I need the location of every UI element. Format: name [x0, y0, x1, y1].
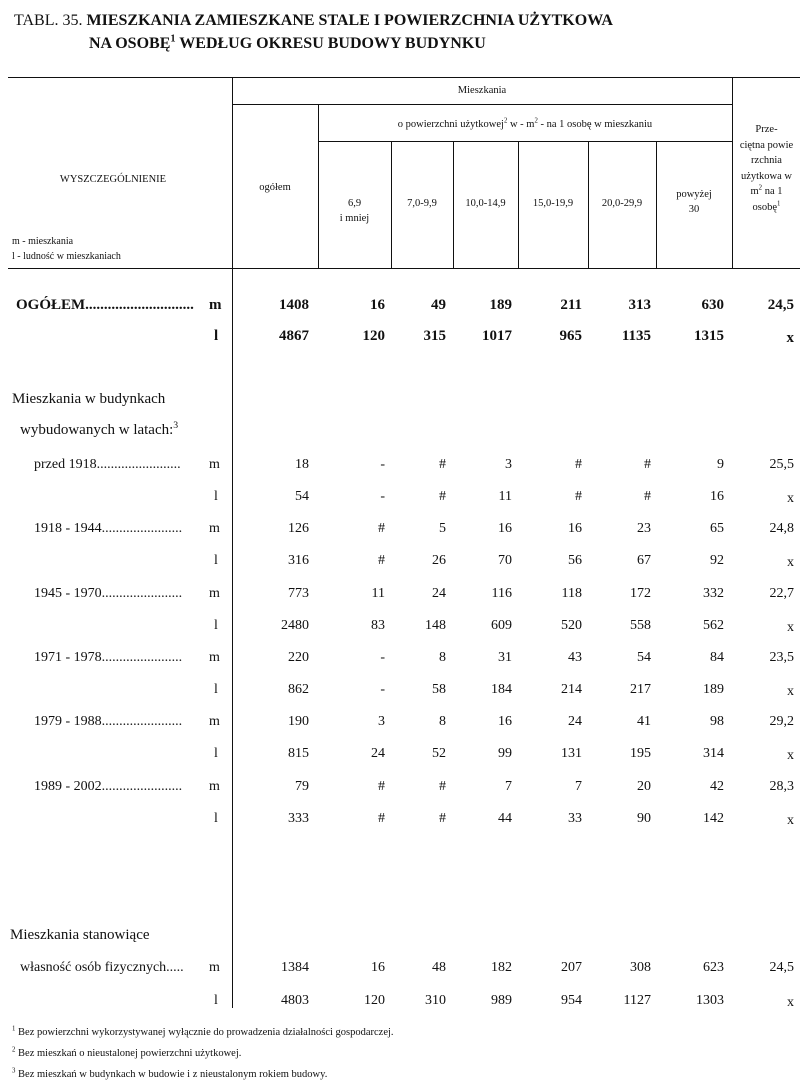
- table-cell: 3: [505, 457, 512, 472]
- table-cell: 24: [568, 714, 582, 729]
- col-header-line: rzchnia: [751, 155, 782, 166]
- table-cell: 24,5: [767, 297, 794, 313]
- table-cell: 148: [425, 618, 446, 633]
- table-cell: 67: [637, 553, 651, 568]
- table-cell: x: [787, 620, 794, 635]
- table-cell: 56: [568, 553, 582, 568]
- table-cell: #: [439, 779, 446, 794]
- col-header-line: ciętna powie: [739, 139, 794, 151]
- stub-header: WYSZCZEGÓLNIENIE: [59, 174, 167, 185]
- table-cell: 120: [364, 993, 385, 1008]
- table-cell: 195: [630, 746, 651, 761]
- col-header-line: powyżej: [676, 189, 712, 200]
- table-cell: 989: [491, 993, 512, 1008]
- table-cell: 54: [637, 650, 651, 665]
- table-cell: 332: [703, 586, 724, 601]
- row-indicator: m: [209, 297, 222, 313]
- table-cell: 2480: [281, 618, 309, 633]
- table-cell: 1408: [279, 297, 309, 313]
- table-cell: 24: [371, 746, 385, 761]
- table-cell: 520: [561, 618, 582, 633]
- table-cell: 1303: [696, 993, 724, 1008]
- table-cell: 217: [630, 682, 651, 697]
- table-cell: x: [787, 995, 794, 1010]
- table-cell: #: [378, 779, 385, 794]
- footnote-3: [12, 1069, 327, 1080]
- unit: na 1: [762, 186, 783, 197]
- table-cell: -: [380, 650, 385, 665]
- table-cell: 83: [371, 618, 385, 633]
- row-indicator: m: [209, 457, 220, 472]
- table-cell: #: [575, 457, 582, 472]
- table-cell: 116: [491, 586, 512, 601]
- row-indicator: l: [214, 682, 218, 697]
- stub-divider: [232, 77, 233, 1008]
- table-cell: 120: [362, 328, 385, 344]
- table-cell: 562: [703, 618, 724, 633]
- table-cell: -: [380, 489, 385, 504]
- unit: osobę: [752, 201, 778, 213]
- footnote-mark: 3: [12, 1067, 16, 1075]
- table-cell: 28,3: [769, 779, 794, 794]
- footnote-text: Bez mieszkań w budynkach w budowie i z nieustalonym rokiem budowy.: [15, 1069, 328, 1080]
- col-header-3: 10,0-14,9: [465, 198, 506, 209]
- table-cell: x: [787, 491, 794, 506]
- table-cell: 142: [703, 811, 724, 826]
- footnote-text: Bez mieszkań o nieustalonej powierzchni użytkowej.: [15, 1048, 242, 1059]
- col-header-line: 6,9: [347, 198, 362, 209]
- row-indicator: l: [214, 746, 218, 761]
- table-cell: 99: [498, 746, 512, 761]
- table-cell: x: [786, 330, 794, 346]
- table-cell: 182: [491, 960, 512, 975]
- table-cell: x: [787, 555, 794, 570]
- table-cell: 16: [498, 521, 512, 536]
- row-indicator: l: [214, 618, 218, 633]
- section-text: wybudowanych w latach:: [20, 422, 174, 438]
- table-cell: 16: [498, 714, 512, 729]
- table-cell: 623: [703, 960, 724, 975]
- footnote-2: [12, 1048, 241, 1059]
- table-cell: 41: [637, 714, 651, 729]
- table-cell: 630: [701, 297, 724, 313]
- table-cell: 65: [710, 521, 724, 536]
- legend-m: m - mieszkania: [12, 236, 74, 247]
- table-cell: #: [644, 489, 651, 504]
- table-cell: 5: [439, 521, 446, 536]
- subgroup-rule: [318, 141, 732, 142]
- table-cell: 7: [575, 779, 582, 794]
- row-indicator: m: [209, 586, 220, 601]
- table-cell: 315: [423, 328, 446, 344]
- table-cell: 316: [288, 553, 309, 568]
- table-cell: 609: [491, 618, 512, 633]
- col-header-ogolem: ogółem: [259, 182, 291, 193]
- table-cell: 131: [561, 746, 582, 761]
- table-cell: x: [787, 813, 794, 828]
- table-cell: 16: [370, 297, 385, 313]
- table-cell: 92: [710, 553, 724, 568]
- table-cell: 25,5: [769, 457, 794, 472]
- table-cell: 333: [288, 811, 309, 826]
- col-header-5: 20,0-29,9: [601, 198, 643, 209]
- table-cell: 118: [561, 586, 582, 601]
- row-indicator: m: [209, 521, 220, 536]
- section-label-building-2: [20, 422, 178, 439]
- table-cell: #: [378, 521, 385, 536]
- table-cell: 18: [295, 457, 309, 472]
- table-cell: 862: [288, 682, 309, 697]
- table-cell: 308: [630, 960, 651, 975]
- table-cell: 8: [439, 650, 446, 665]
- table-cell: 207: [561, 960, 582, 975]
- row-indicator: m: [209, 650, 220, 665]
- table-number: TABL. 35.: [14, 12, 83, 29]
- table-cell: 1017: [482, 328, 512, 344]
- table-cell: 313: [628, 297, 651, 313]
- title-part: NA OSOBĘ: [89, 35, 171, 52]
- table-cell: 184: [491, 682, 512, 697]
- table-cell: 214: [561, 682, 582, 697]
- table-cell: 954: [561, 993, 582, 1008]
- table-cell: #: [439, 489, 446, 504]
- header-bottom-rule: [8, 268, 800, 269]
- table-cell: 48: [432, 960, 446, 975]
- table-cell: 90: [637, 811, 651, 826]
- col-header-line: i mniej: [339, 213, 370, 224]
- table-cell: 49: [431, 297, 446, 313]
- table-cell: -: [380, 457, 385, 472]
- table-cell: 773: [288, 586, 309, 601]
- row-label: OGÓŁEM.............................: [16, 297, 194, 313]
- col-header-2: 7,0-9,9: [407, 198, 437, 209]
- table-cell: 23: [637, 521, 651, 536]
- footnote-ref: 2: [503, 117, 508, 125]
- table-cell: 7: [505, 779, 512, 794]
- table-cell: #: [644, 457, 651, 472]
- subgroup-text: - na 1 osobę w mieszkaniu: [537, 119, 653, 130]
- table-cell: 22,7: [769, 586, 794, 601]
- row-indicator: l: [214, 489, 218, 504]
- table-cell: 79: [295, 779, 309, 794]
- row-label: przed 1918........................: [34, 457, 181, 472]
- col-header-line: [733, 200, 800, 216]
- unit: m: [750, 186, 759, 197]
- footnote-text: Bez powierzchni wykorzystywanej wyłącznie do prowadzenia działalności gospodarczej.: [15, 1027, 394, 1038]
- subgroup-text: o powierzchni użytkowej: [397, 119, 504, 130]
- table-cell: 310: [425, 993, 446, 1008]
- table-cell: 1384: [281, 960, 309, 975]
- title-footnote-ref: 1: [170, 33, 176, 45]
- table-cell: 190: [288, 714, 309, 729]
- subgroup-text: w - m: [507, 119, 535, 130]
- table-cell: 1135: [621, 328, 651, 344]
- table-cell: 31: [498, 650, 512, 665]
- table-cell: 84: [710, 650, 724, 665]
- table-cell: 26: [432, 553, 446, 568]
- row-label: 1918 - 1944.......................: [34, 521, 183, 536]
- unit-sup: 2: [758, 184, 763, 192]
- subgroup-header: [318, 117, 732, 132]
- unit-sup: 2: [534, 117, 538, 125]
- table-cell: 58: [432, 682, 446, 697]
- table-cell: #: [378, 811, 385, 826]
- footnote-1: [12, 1027, 394, 1038]
- group-header: Mieszkania: [457, 85, 507, 96]
- table-cell: #: [439, 457, 446, 472]
- table-cell: 23,5: [769, 650, 794, 665]
- table-cell: 16: [568, 521, 582, 536]
- table-cell: 189: [703, 682, 724, 697]
- table-cell: 24,8: [769, 521, 794, 536]
- table-cell: 558: [630, 618, 651, 633]
- table-title: MIESZKANIA ZAMIESZKANE STALE I POWIERZCHNIA UŻYTKOWA: [86, 12, 613, 29]
- table-cell: 3: [378, 714, 385, 729]
- table-cell: 211: [560, 297, 582, 313]
- row-indicator: l: [214, 553, 218, 568]
- col-header-line: [733, 184, 800, 200]
- table-title-line-2: [89, 35, 486, 53]
- row-label: 1989 - 2002.......................: [34, 779, 183, 794]
- table-cell: 33: [568, 811, 582, 826]
- row-indicator: l: [214, 993, 218, 1008]
- table-top-rule: [8, 77, 800, 78]
- table-cell: x: [787, 684, 794, 699]
- row-indicator: l: [214, 328, 219, 344]
- table-cell: 11: [498, 489, 512, 504]
- table-cell: #: [575, 489, 582, 504]
- table-cell: 8: [439, 714, 446, 729]
- row-label: 1945 - 1970.......................: [34, 586, 183, 601]
- table-cell: 98: [710, 714, 724, 729]
- group-rule: [232, 104, 732, 105]
- table-cell: 1127: [623, 993, 651, 1008]
- col-header-6: [656, 187, 732, 217]
- table-cell: #: [378, 553, 385, 568]
- table-cell: 9: [717, 457, 724, 472]
- footnote-ref: 3: [173, 420, 179, 431]
- table-cell: 20: [637, 779, 651, 794]
- table-cell: 70: [498, 553, 512, 568]
- table-cell: 4867: [279, 328, 309, 344]
- table-cell: 1315: [694, 328, 724, 344]
- table-cell: 42: [710, 779, 724, 794]
- row-indicator: m: [209, 714, 220, 729]
- section-label-owner: Mieszkania stanowiące: [10, 927, 150, 943]
- table-cell: 24,5: [769, 960, 794, 975]
- row-label: 1971 - 1978.......................: [34, 650, 183, 665]
- col-header-1: [318, 196, 391, 226]
- col-header-line: użytkowa w: [740, 170, 793, 182]
- footnote-ref: 1: [777, 200, 781, 207]
- col-header-line: Prze-: [755, 124, 778, 135]
- table-cell: 16: [371, 960, 385, 975]
- table-cell: 126: [288, 521, 309, 536]
- table-cell: -: [380, 682, 385, 697]
- table-cell: 189: [489, 297, 512, 313]
- table-cell: 16: [710, 489, 724, 504]
- footnote-mark: 1: [12, 1025, 16, 1033]
- title-part: WEDŁUG OKRESU BUDOWY BUDYNKU: [175, 35, 486, 52]
- table-cell: 220: [288, 650, 309, 665]
- section-label-building: Mieszkania w budynkach: [12, 391, 166, 407]
- table-cell: #: [439, 811, 446, 826]
- row-indicator: m: [209, 960, 220, 975]
- table-title-line-1: [14, 12, 613, 30]
- table-cell: 815: [288, 746, 309, 761]
- col-header-4: 15,0-19,9: [532, 198, 574, 209]
- col-header-avg: [733, 122, 800, 215]
- table-cell: 44: [498, 811, 512, 826]
- footnote-mark: 2: [12, 1046, 16, 1054]
- row-label: własność osób fizycznych.....: [20, 960, 184, 975]
- row-indicator: m: [209, 779, 220, 794]
- table-cell: 172: [630, 586, 651, 601]
- row-indicator: l: [214, 811, 218, 826]
- col-header-line: 30: [688, 204, 700, 215]
- table-cell: 29,2: [769, 714, 794, 729]
- table-cell: 54: [295, 489, 309, 504]
- table-cell: 965: [559, 328, 582, 344]
- table-cell: 52: [432, 746, 446, 761]
- row-label: 1979 - 1988.......................: [34, 714, 183, 729]
- table-cell: x: [787, 748, 794, 763]
- table-cell: 314: [703, 746, 724, 761]
- table-cell: 43: [568, 650, 582, 665]
- table-cell: 11: [371, 586, 385, 601]
- legend-l: l - ludność w mieszkaniach: [12, 251, 121, 262]
- table-cell: 24: [432, 586, 446, 601]
- table-cell: 4803: [281, 993, 309, 1008]
